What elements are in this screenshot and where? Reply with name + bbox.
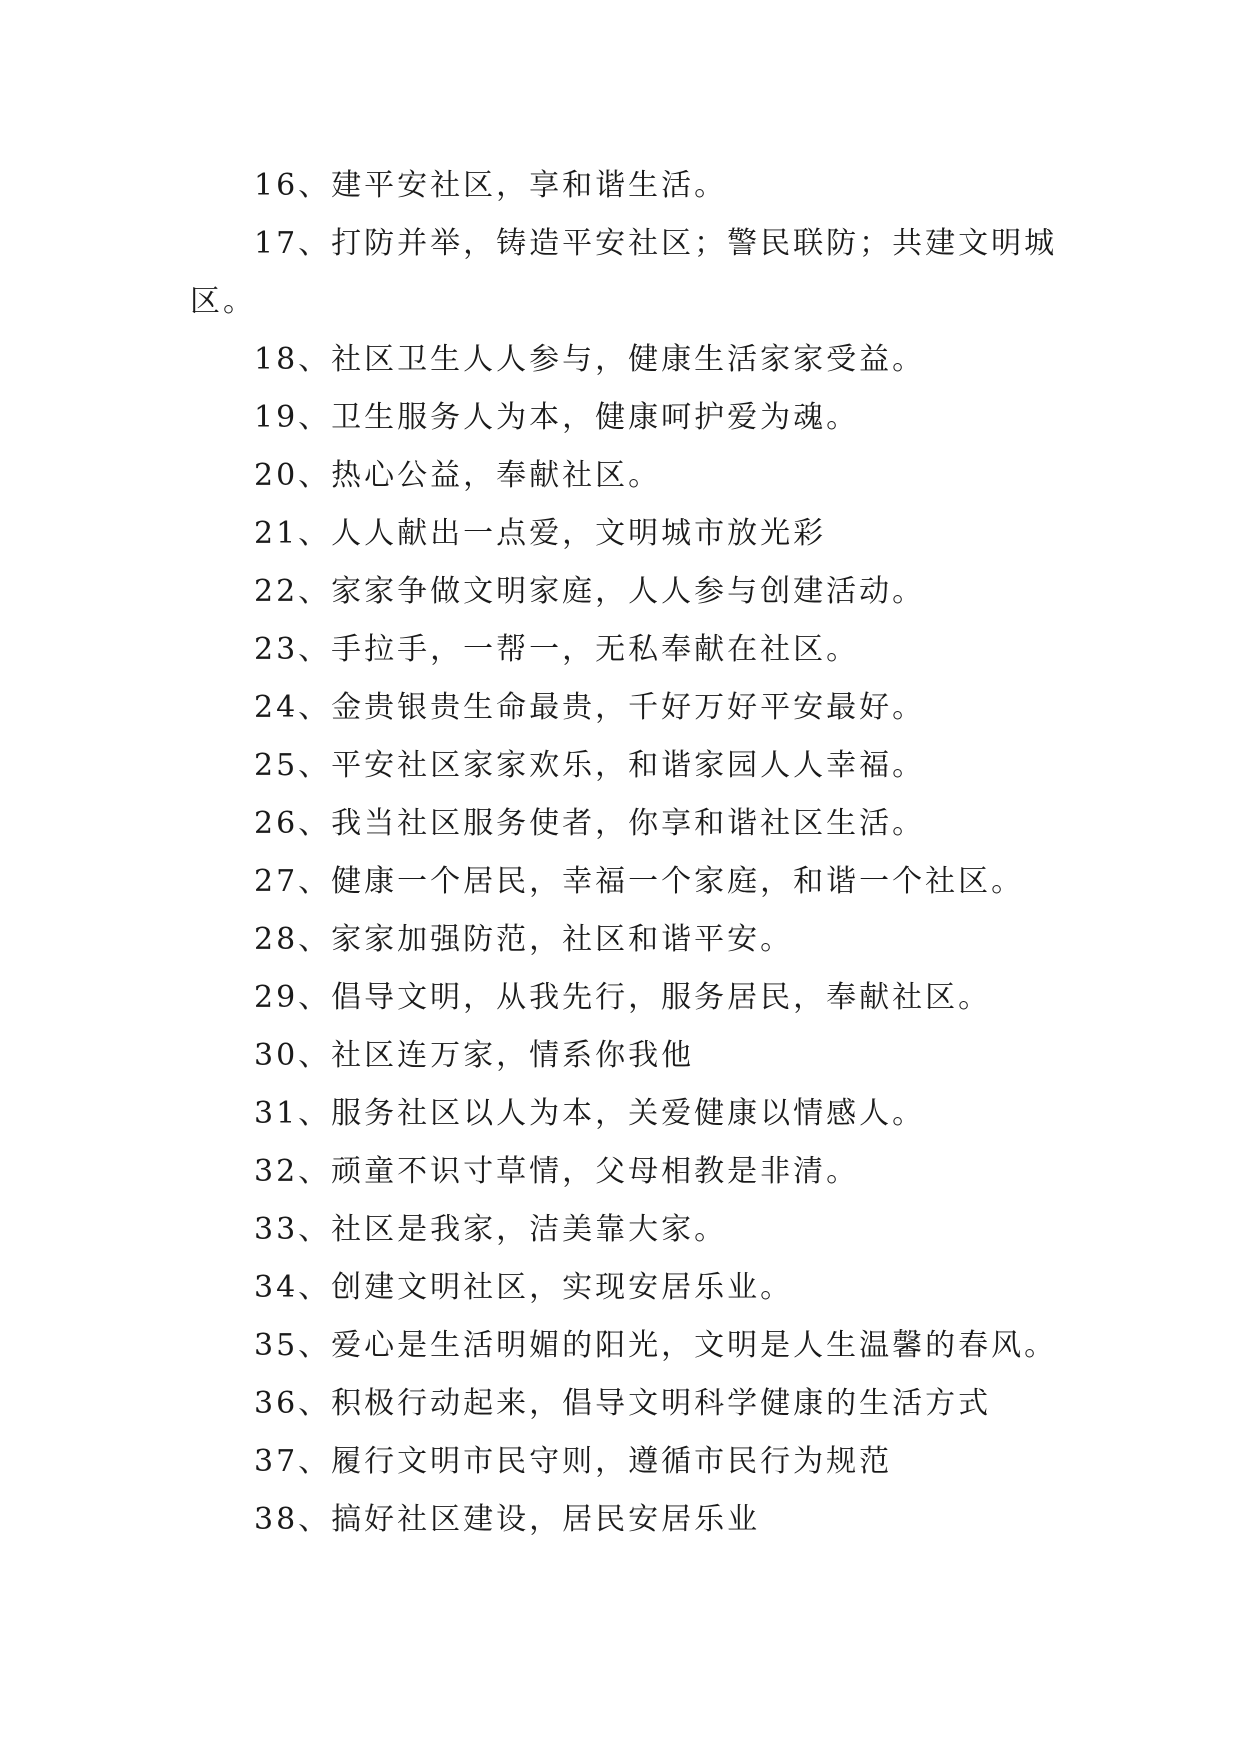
list-item: 25、平安社区家家欢乐，和谐家园人人幸福。 <box>254 748 926 783</box>
list-item: 38、搞好社区建设，居民安居乐业 <box>254 1502 761 1537</box>
list-item: 21、人人献出一点爱，文明城市放光彩 <box>254 516 827 551</box>
list-item: 19、卫生服务人为本，健康呵护爱为魂。 <box>254 400 860 435</box>
list-item: 35、爱心是生活明媚的阳光，文明是人生温馨的春风。 <box>254 1328 1058 1363</box>
list-item: 36、积极行动起来，倡导文明科学健康的生活方式 <box>254 1386 992 1421</box>
list-item: 24、金贵银贵生命最贵，千好万好平安最好。 <box>254 690 926 725</box>
list-item: 31、服务社区以人为本，关爱健康以情感人。 <box>254 1096 926 1131</box>
list-item-continuation: 区。 <box>190 284 256 319</box>
list-item: 33、社区是我家，洁美靠大家。 <box>254 1212 728 1247</box>
list-item: 17、打防并举，铸造平安社区；警民联防；共建文明城 <box>254 226 1058 261</box>
list-item: 30、社区连万家，情系你我他 <box>254 1038 695 1073</box>
list-item: 34、创建文明社区，实现安居乐业。 <box>254 1270 794 1305</box>
list-item: 18、社区卫生人人参与，健康生活家家受益。 <box>254 342 926 377</box>
list-item: 28、家家加强防范，社区和谐平安。 <box>254 922 794 957</box>
list-item: 27、健康一个居民，幸福一个家庭，和谐一个社区。 <box>254 864 1025 899</box>
list-item: 32、顽童不识寸草情，父母相教是非清。 <box>254 1154 860 1189</box>
slogan-list <box>190 157 1070 1549</box>
list-item: 23、手拉手，一帮一，无私奉献在社区。 <box>254 632 860 667</box>
list-item: 22、家家争做文明家庭，人人参与创建活动。 <box>254 574 926 609</box>
list-item: 37、履行文明市民守则，遵循市民行为规范 <box>254 1444 893 1479</box>
list-item: 16、建平安社区，享和谐生活。 <box>254 168 728 203</box>
list-item: 29、倡导文明，从我先行，服务居民，奉献社区。 <box>254 980 992 1015</box>
list-item: 20、热心公益，奉献社区。 <box>254 458 662 493</box>
list-item: 26、我当社区服务使者，你享和谐社区生活。 <box>254 806 926 841</box>
